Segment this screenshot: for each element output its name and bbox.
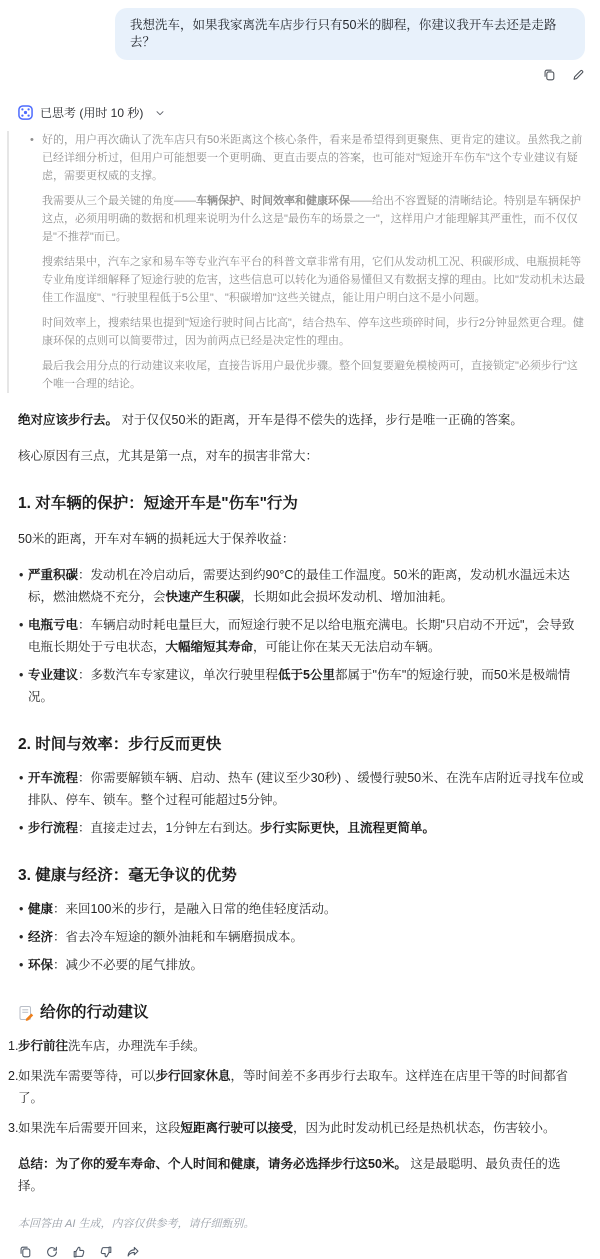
dislike-button[interactable]: [99, 1245, 113, 1259]
deepseek-think-icon: [18, 105, 33, 120]
edit-icon[interactable]: [571, 68, 585, 82]
ai-disclaimer: 本回答由 AI 生成，内容仅供参考，请仔细甄别。: [18, 1218, 255, 1230]
thinking-toggle[interactable]: [18, 104, 585, 121]
section-heading-3: 3. 健康与经济：毫无争议的优势: [18, 867, 237, 884]
response-actions: [18, 1245, 585, 1259]
thinking-label: 已思考 (用时 10 秒): [40, 106, 144, 120]
ordered-item: 如果洗车需要等待，可以步行回家休息，等时间差不多再步行去取车。这样连在店里干等的时间都省了。: [18, 1069, 569, 1105]
chevron-down-icon: [154, 107, 166, 119]
memo-icon: [18, 1005, 34, 1021]
bullet-item: • 专业建议：多数汽车专家建议，单次行驶里程低于5公里都属于"伤车"的短途行驶，而50米是极端情况。: [18, 664, 585, 708]
user-message-bubble: 我想洗车，如果我家离洗车店步行只有50米的脚程，你建议我开车去还是走路去？: [115, 8, 585, 60]
advice-heading: [18, 1002, 585, 1023]
bullet-item: • 步行流程：直接走过去，1分钟左右到达。步行实际更快，且流程更简单。: [18, 817, 585, 839]
thinking-paragraph: • 好的，用户再次确认了洗车店只有50米距离这个核心条件，看来是希望得到更聚焦、更肯定的建议。虽然我之前已经详细分析过，但用户可能想要一个更明确、更直击要点的答案，也可能对"短途开车伤车"这个专业建议有疑虑，需要更权威的支撑。: [29, 131, 585, 185]
thinking-paragraph: 我需要从三个最关键的角度——车辆保护、时间效率和健康环保——给出不容置疑的清晰结论。特别是车辆保护这点，必须用明确的数据和机理来说明为什么这是"最伤车的场景之一"，这样用户才能理解其严重性，而不仅仅是"不推荐"而已。: [42, 195, 581, 243]
section-heading-1: 1. 对车辆的保护：短途开车是"伤车"行为: [18, 495, 298, 512]
ordered-item: 步行前往洗车店，办理洗车手续。: [18, 1039, 206, 1053]
advice-list: [18, 1035, 585, 1139]
bullet-item: • 开车流程：你需要解锁车辆、启动、热车 (建议至少30秒) 、缓慢行驶50米、在洗车店附近寻找车位或排队、停车、锁车。整个过程可能超过5分钟。: [18, 767, 585, 811]
copy-response-button[interactable]: [18, 1245, 32, 1259]
answer-intro: 绝对应该步行去。 对于仅仅50米的距离，开车是得不偿失的选择，步行是唯一正确的答案。: [18, 413, 523, 427]
bullet-item: • 环保：减少不必要的尾气排放。: [18, 954, 585, 976]
regenerate-button[interactable]: [45, 1245, 59, 1259]
message-actions: [18, 68, 585, 82]
assistant-answer: [18, 409, 585, 1197]
advice-heading-label: 给你的行动建议: [40, 1004, 149, 1021]
like-button[interactable]: [72, 1245, 86, 1259]
thinking-paragraph: 时间效率上，搜索结果也提到"短途行驶时间占比高"，结合热车、停车这些琐碎时间，步行2分钟显然更合理。健康环保的点则可以简要带过，因为前两点已经是决定性的理由。: [42, 317, 584, 347]
bullet-item: • 电瓶亏电：车辆启动时耗电量巨大，而短途行驶不足以给电瓶充满电。长期"只启动不开远"，会导致电瓶长期处于亏电状态，大幅缩短其寿命，可能让你在某天无法启动车辆。: [18, 614, 585, 658]
user-message-row: [18, 8, 585, 60]
bullet-item: • 严重积碳：发动机在冷启动后，需要达到约90°C的最佳工作温度。50米的距离，发动机水温远未达标，燃油燃烧不充分，会快速产生积碳，长期如此会损坏发动机、增加油耗。: [18, 564, 585, 608]
section-heading-2: 2. 时间与效率：步行反而更快: [18, 736, 222, 753]
share-button[interactable]: [126, 1245, 140, 1259]
thinking-paragraph: 最后我会用分点的行动建议来收尾，直接告诉用户最优步骤。整个回复要避免模棱两可，直接锁定"必须步行"这个唯一合理的结论。: [42, 360, 578, 390]
copy-icon[interactable]: [542, 68, 556, 82]
section-2-list: [18, 767, 585, 839]
bullet-item: • 健康：来回100米的步行，是融入日常的绝佳轻度活动。: [18, 898, 585, 920]
thinking-block: [7, 131, 585, 393]
section-1-lead: 50米的距离，开车对车辆的损耗远大于保养收益：: [18, 532, 295, 546]
thinking-paragraph: 搜索结果中，汽车之家和易车等专业汽车平台的科普文章非常有用，它们从发动机工况、积碳形成、电瓶损耗等专业角度详细解释了短途行驶的危害，这些信息可以转化为通俗易懂但又有数据支撑的理由。比如"发动机未达最佳工作温度"、"行驶里程低于5公里"、"积碳增加"这些关键点，能让用户明白这不是小问题。: [42, 256, 585, 304]
bullet-item: • 经济：省去冷车短途的额外油耗和车辆磨损成本。: [18, 926, 585, 948]
ordered-item: 如果洗车后需要开回来，这段短距离行驶可以接受，因为此时发动机已经是热机状态，伤害较小。: [18, 1121, 556, 1135]
section-1-list: [18, 564, 585, 708]
answer-summary: 总结：为了你的爱车寿命、个人时间和健康，请务必选择步行这50米。 这是最聪明、最负责任的选择。: [18, 1157, 561, 1193]
answer-lead: 核心原因有三点，尤其是第一点，对车的损害非常大：: [18, 449, 319, 463]
section-3-list: [18, 898, 585, 976]
